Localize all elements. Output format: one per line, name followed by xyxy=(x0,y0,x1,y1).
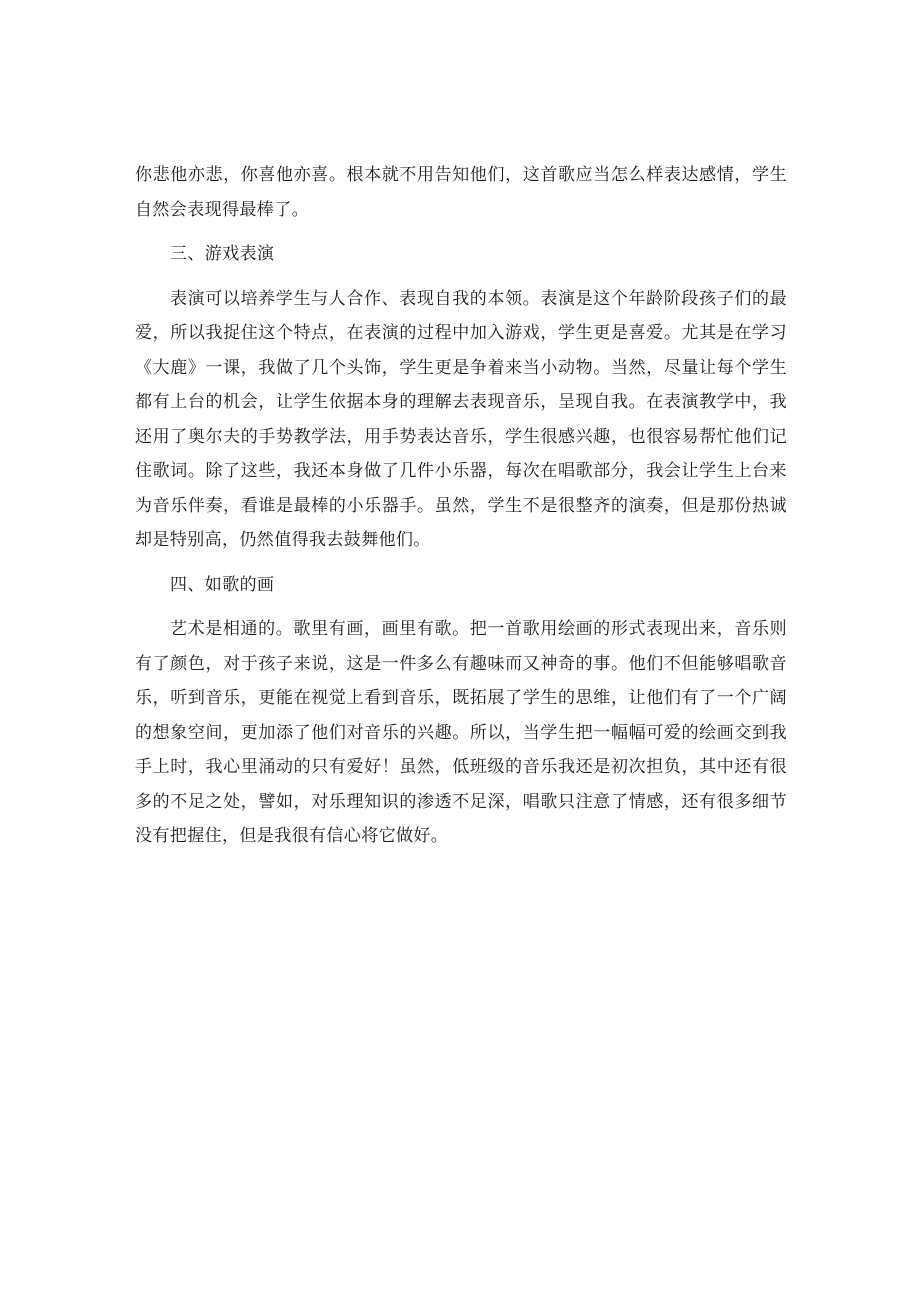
section-heading-4: 四、如歌的画 xyxy=(170,574,275,595)
section-paragraph-3: 表演可以培养学生与人合作、表现自我的本领。表演是这个年龄阶段孩子们的最爱，所以我捉住这个特点，在表演的过程中加入游戏，学生更是喜爱。尤其是在学习《大鹿》一课，我做了几个头饰，学生更是争着来当小动物。当然，尽量让每个学生都有上台的机会，让学生依据本身的理解去表现音乐，呈现自我。在表演教学中，我还用了奥尔夫的手势教学法，用手势表达音乐，学生很感兴趣，也很容易帮忙他们记住歌词。除了这些，我还本身做了几件小乐器，每次在唱歌部分，我会让学生上台来为音乐伴奏，看谁是最棒的小乐器手。虽然，学生不是很整齐的演奏，但是那份热诚却是特别高，仍然值得我去鼓舞他们。 xyxy=(135,288,787,550)
section-heading-3: 三、游戏表演 xyxy=(170,244,275,264)
section-paragraph-4: 艺术是相通的。歌里有画，画里有歌。把一首歌用绘画的形式表现出来，音乐则有了颜色，对于孩子来说，这是一件多么有趣味而又神奇的事。他们不但能够唱歌音乐，听到音乐，更能在视觉上看到音乐，既拓展了学生的思维，让他们有了一个广阔的想象空间，更加添了他们对音乐的兴趣。所以，当学生把一幅幅可爱的绘画交到我手上时，我心里涌动的只有爱好！虽然，低班级的音乐我还是初次担负，其中还有很多的不足之处，譬如，对乐理知识的渗透不足深，唱歌只注意了情感，还有很多细节没有把握住，但是我很有信心将它做好。 xyxy=(135,619,787,846)
continuation-paragraph: 你悲他亦悲，你喜他亦喜。根本就不用告知他们，这首歌应当怎么样表达感情，学生自然会表现得最棒了。 xyxy=(135,165,787,220)
document-body xyxy=(135,158,787,854)
